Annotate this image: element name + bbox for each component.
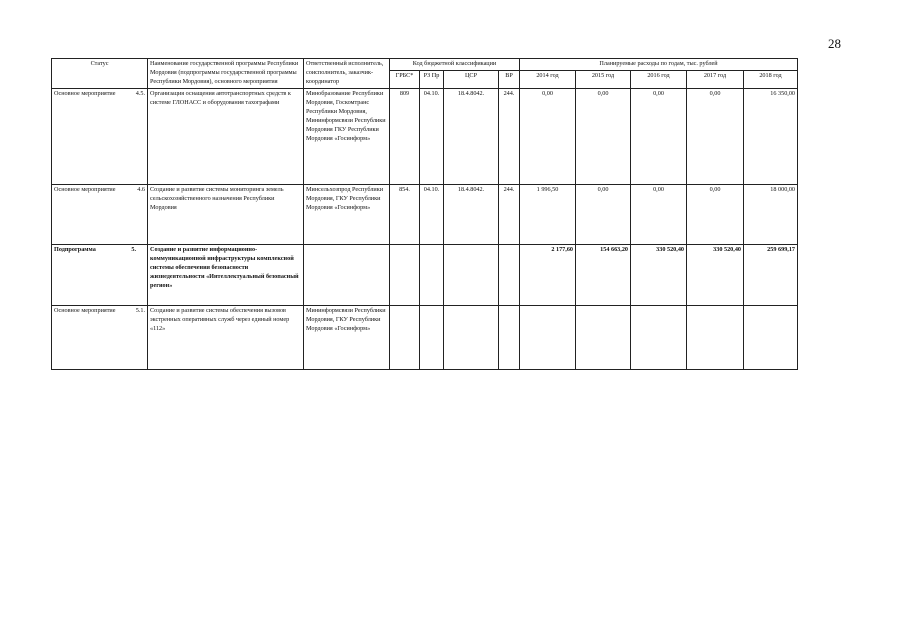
row-2018: 16 350,00	[744, 88, 798, 184]
row-status: Подпрограмма	[52, 244, 121, 305]
table-row-subprogram	[52, 244, 798, 305]
expenses-table	[51, 58, 798, 370]
row-name: Организация оснащения автотранспортных средств к системе ГЛОНАСС и оборудования тахографами	[148, 88, 304, 184]
row-responsible: Mининформсвязи Республики Мордовия, ГКУ Республики Мордовия «Госинформ»	[304, 305, 390, 369]
row-responsible: Минсельхозпрод Республики Мордовия, ГКУ Республики Мордовия «Госинформ»	[304, 184, 390, 244]
row-responsible: Минобразование Республики Мордовия, Госкомтранс Республики Мордовия, Mининформсвязи Республики Мордовия ГКУ Республики Мордовия «Госинформ»	[304, 88, 390, 184]
header-name: Наименование государственной программы Республики Мордовия (подпрограммы государственной программы Республики Мордовия), основного мероприятия	[148, 59, 304, 89]
header-planned-expenses: Планируемые расходы по годам, тыс. рублей	[520, 59, 798, 71]
row-2016: 0,00	[631, 184, 687, 244]
row-number: 5.1.	[121, 305, 148, 369]
row-name: Создание и развитие системы мониторинга земель сельскохозяйственного назначения Республики Мордовия	[148, 184, 304, 244]
table-row	[52, 184, 798, 244]
row-grbs	[390, 305, 420, 369]
row-2017: 330 520,40	[687, 244, 744, 305]
page-number: 28	[828, 36, 841, 51]
header-year-2017: 2017 год	[687, 70, 744, 88]
row-vr: 244.	[499, 184, 520, 244]
row-status: Основное мероприятие	[52, 184, 121, 244]
table-row	[52, 305, 798, 369]
row-2015: 0,00	[576, 88, 631, 184]
row-csr: 18.4.8042.	[444, 184, 499, 244]
header-responsible: Ответственный исполнитель, соисполнитель, заказчик-координатор	[304, 59, 390, 89]
header-year-2014: 2014 год	[520, 70, 576, 88]
row-name: Создание и развитие информационно-коммуникационной инфраструктуры комплексной системы обеспечения безопасности жизнедеятельности «Интеллектуальный безопасный регион»	[148, 244, 304, 305]
row-grbs: 854.	[390, 184, 420, 244]
row-csr	[444, 244, 499, 305]
row-2015	[576, 305, 631, 369]
row-number: 4.5.	[121, 88, 148, 184]
row-2018: 259 699,17	[744, 244, 798, 305]
row-status: Основное мероприятие	[52, 305, 121, 369]
header-code-grbs: ГРБС*	[390, 70, 420, 88]
row-status: Основное мероприятие	[52, 88, 121, 184]
row-2017	[687, 305, 744, 369]
row-2016: 330 520,40	[631, 244, 687, 305]
row-rzpr	[420, 305, 444, 369]
row-number: 5.	[121, 244, 148, 305]
row-2014: 0,00	[520, 88, 576, 184]
row-2014	[520, 305, 576, 369]
row-2016	[631, 305, 687, 369]
row-number: 4.6	[121, 184, 148, 244]
row-2016: 0,00	[631, 88, 687, 184]
table-row	[52, 88, 798, 184]
header-code-vr: ВР	[499, 70, 520, 88]
header-row-1	[52, 59, 798, 71]
header-year-2016: 2016 год	[631, 70, 687, 88]
row-vr: 244.	[499, 88, 520, 184]
row-2018: 18 000,00	[744, 184, 798, 244]
row-rzpr	[420, 244, 444, 305]
row-2014: 1 996,50	[520, 184, 576, 244]
row-2015: 0,00	[576, 184, 631, 244]
row-responsible	[304, 244, 390, 305]
row-grbs	[390, 244, 420, 305]
header-year-2015: 2015 год	[576, 70, 631, 88]
row-2014: 2 177,60	[520, 244, 576, 305]
row-rzpr: 04.10.	[420, 184, 444, 244]
row-csr	[444, 305, 499, 369]
header-status: Статус	[52, 59, 148, 89]
row-2018	[744, 305, 798, 369]
row-2017: 0,00	[687, 184, 744, 244]
row-vr	[499, 244, 520, 305]
row-2015: 154 663,20	[576, 244, 631, 305]
row-csr: 18.4.8042.	[444, 88, 499, 184]
header-year-2018: 2018 год	[744, 70, 798, 88]
row-grbs: 809	[390, 88, 420, 184]
row-name: Создание и развитие системы обеспечения вызовов экстренных оперативных служб через единый номер «112»	[148, 305, 304, 369]
row-vr	[499, 305, 520, 369]
header-code-rzpr: РЗ Пр	[420, 70, 444, 88]
header-code-csr: ЦСР	[444, 70, 499, 88]
row-2017: 0,00	[687, 88, 744, 184]
row-rzpr: 04.10.	[420, 88, 444, 184]
header-budget-code: Код бюджетной классификации	[390, 59, 520, 71]
